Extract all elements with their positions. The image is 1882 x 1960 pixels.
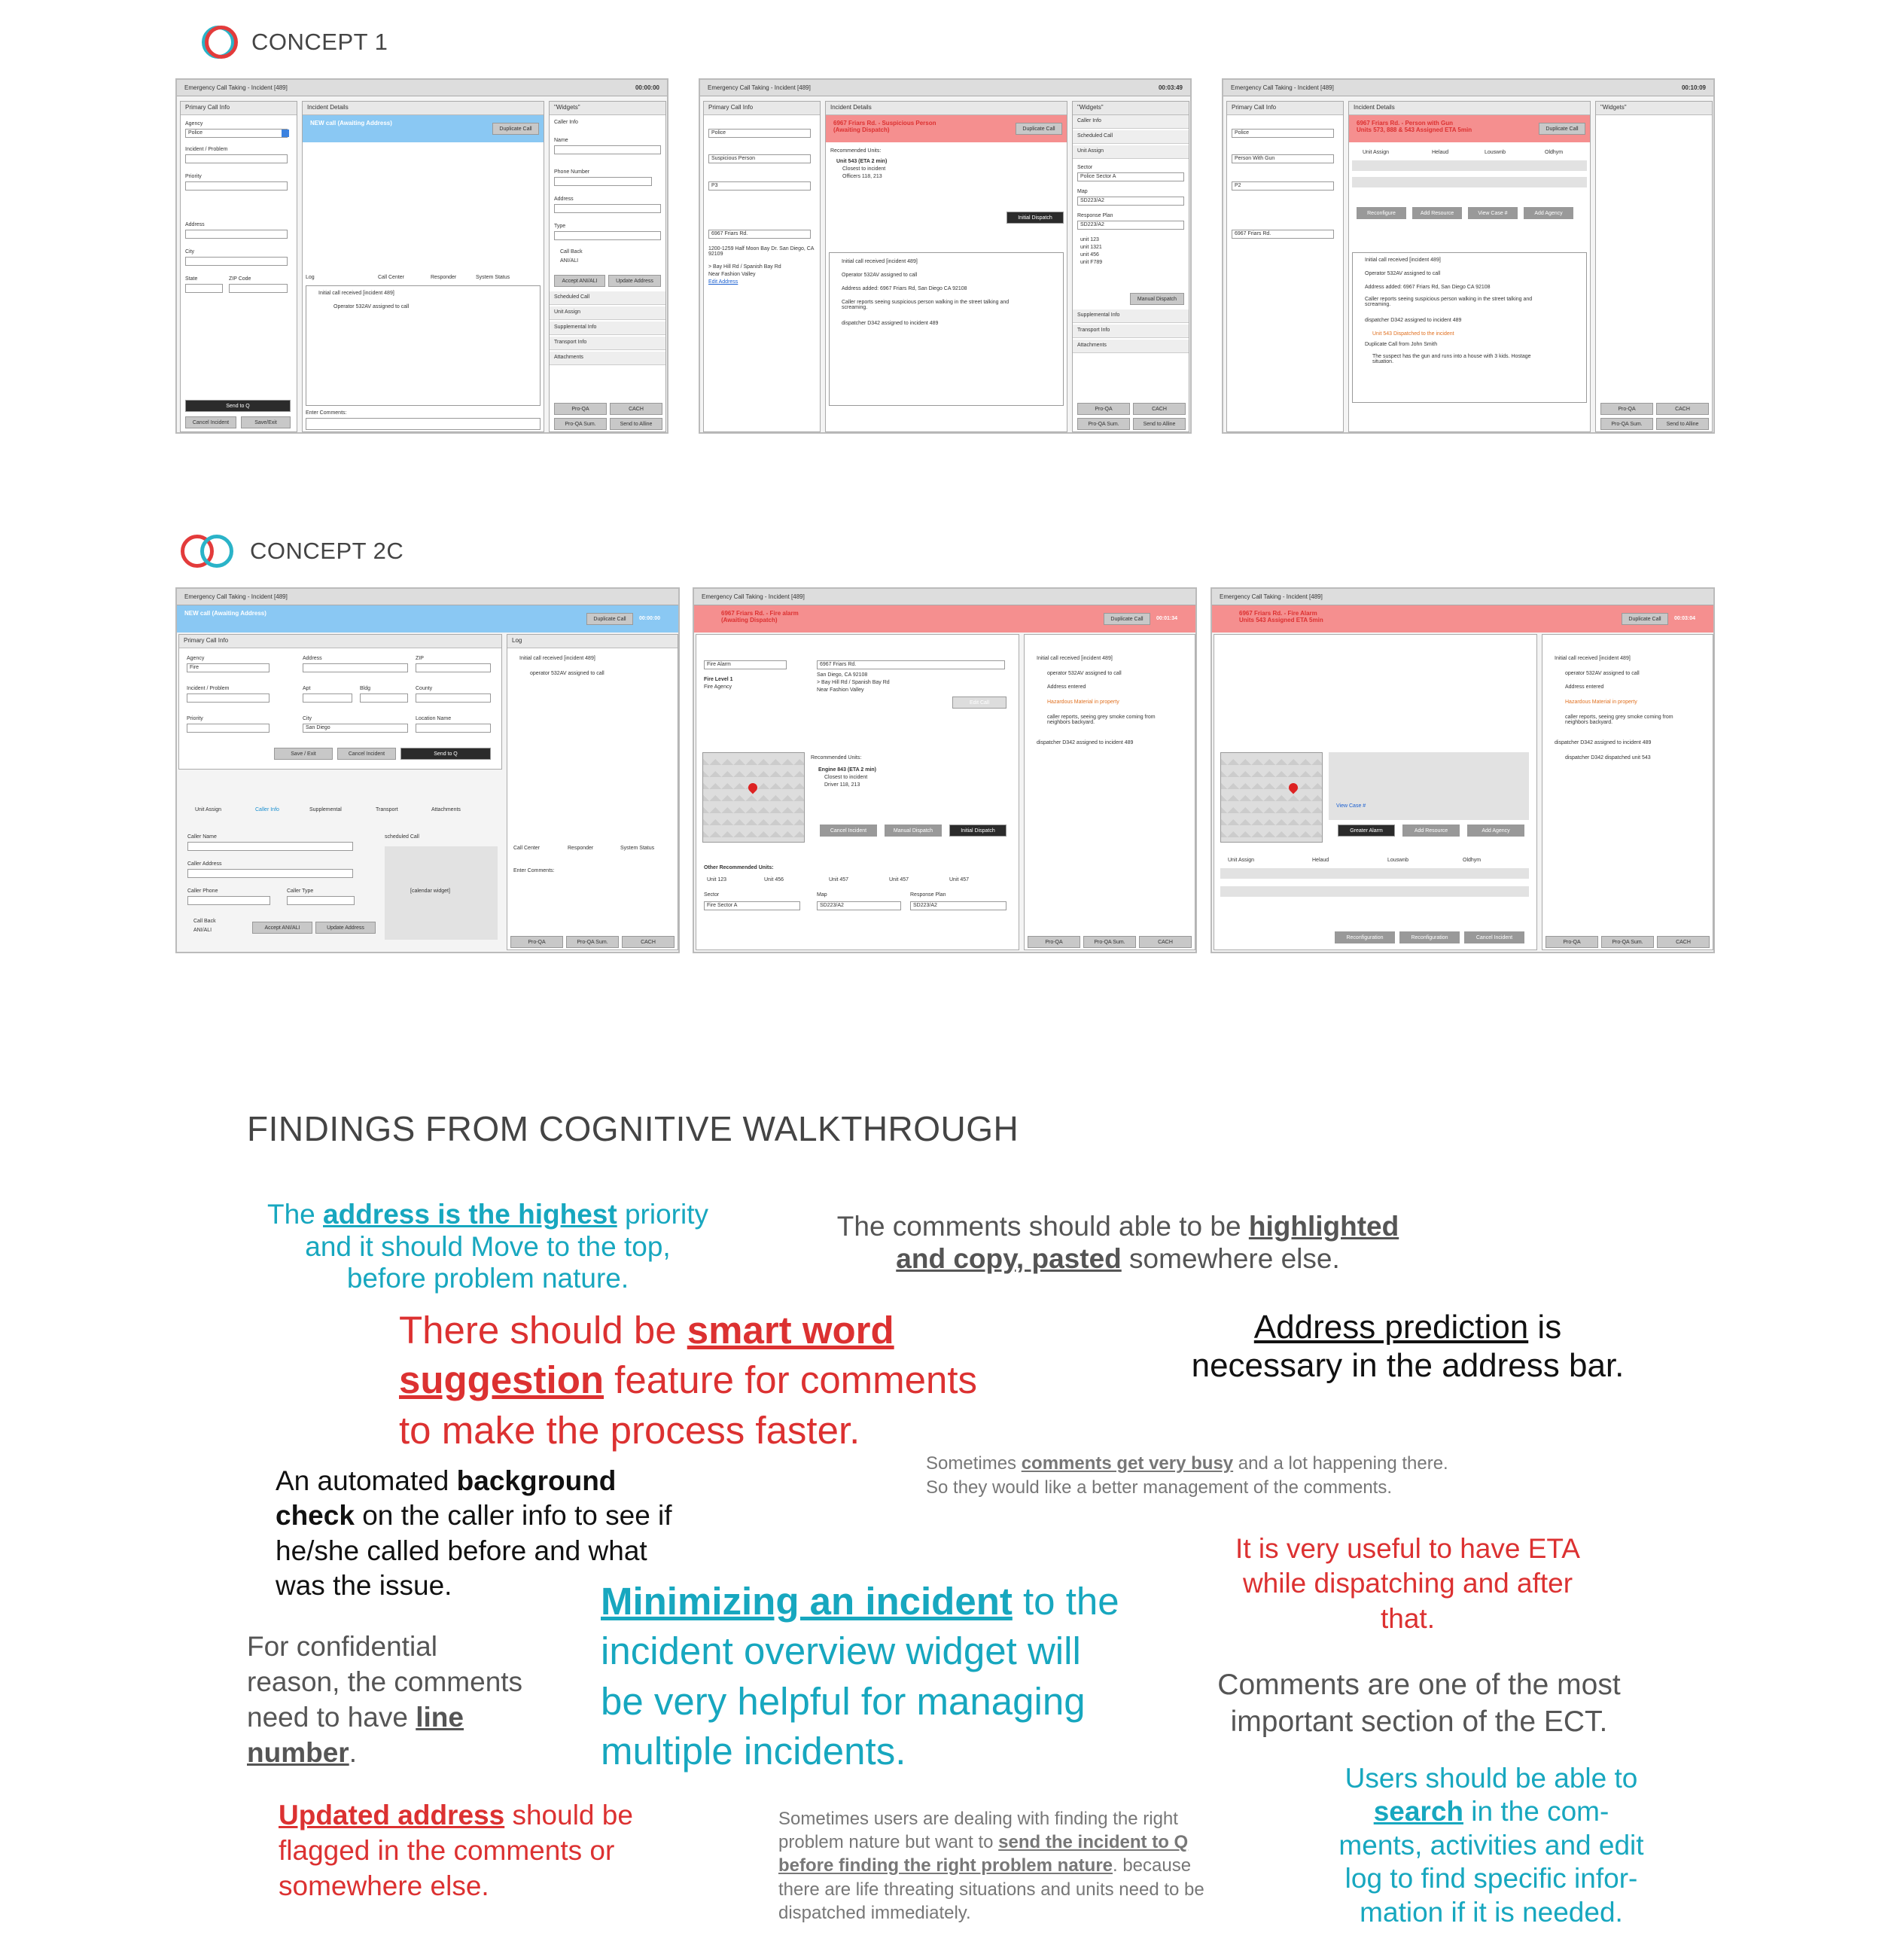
type-input[interactable]: [554, 231, 661, 240]
incident-banner: 6967 Friars Rd. - Fire alarm (Awaiting Dispatch): [694, 605, 1197, 633]
log-line: Initial call received [incident 489]: [318, 291, 394, 296]
duplicate-call-button[interactable]: Duplicate Call: [1016, 123, 1062, 135]
pane-header: Incident Details: [303, 102, 544, 115]
pane-header: Primary Call Info: [179, 635, 501, 648]
agency-select[interactable]: Police: [708, 129, 811, 138]
pane-header: Incident Details: [826, 102, 1067, 115]
finding-comments-important: Comments are one of the most important section of the ECT.: [1217, 1669, 1621, 1738]
calendar-widget[interactable]: [calendar widget]: [385, 846, 498, 940]
accept-ani-ali-button[interactable]: Accept ANI/ALI: [554, 275, 605, 287]
name-label: Name: [554, 138, 568, 143]
city-input[interactable]: San Diego: [303, 724, 408, 733]
filter-call-center[interactable]: Call Center: [378, 275, 405, 280]
address-detail: 1200-1259 Half Moon Bay Dr. San Diego, CA 92109: [708, 246, 815, 257]
address-label: Address: [185, 222, 205, 227]
concept2c-screen-fire-alarm: [693, 587, 1197, 953]
send-to-q-button[interactable]: Send to Q: [185, 400, 291, 412]
address-input[interactable]: [554, 204, 661, 213]
phone-label: Phone Number: [554, 169, 590, 175]
incident-pane: View Case # Greater Alarm Add Resource Add Agency Unit Assign Helaud Louswnb Oldhym Reconfiguration Reconfiguration Cancel Incident: [1214, 634, 1537, 950]
finding-send-to-q: Sometimes users are dealing with finding the right problem nature but want to send the incident to Q before finding the right problem nature. because there are life threating situations and units need to be dispatched immediately.: [778, 1809, 1204, 1923]
type-label: Type: [554, 224, 566, 229]
city-label: City: [185, 249, 195, 255]
update-address-button[interactable]: Update Address: [608, 275, 661, 287]
pro-qa-sum-button[interactable]: Pro-QA Sum.: [1077, 418, 1130, 430]
edit-address-link[interactable]: Edit Address: [708, 279, 738, 285]
call-timer: 00:00:00: [639, 616, 661, 621]
concept1-screen-dispatch: [699, 78, 1192, 434]
finding-copy-paste: The comments should able to be highlighted and copy, pasted somewhere else.: [836, 1211, 1399, 1274]
incident-banner: NEW call (Awaiting Address): [303, 115, 544, 142]
phone-input[interactable]: [554, 177, 652, 186]
widget-transport-info[interactable]: Transport Info: [550, 337, 665, 350]
save-exit-button[interactable]: Save/Exit: [241, 416, 291, 428]
problem-select[interactable]: Person With Gun: [1232, 154, 1334, 163]
cross-streets: > Bay Hill Rd / Spanish Bay Rd: [708, 264, 781, 270]
duplicate-call-button[interactable]: Duplicate Call: [1539, 123, 1585, 135]
log-pane: Initial call received [incident 489] operator 532AV assigned to call Address entered Hazardous Material in property caller reports, seeing grey smoke coming from neighbors backyard. dispatcher D342 assigned to incident 489 dispatcher D342 dispatched unit 543 Pro-QA Pro-QA Sum. CACH: [1542, 634, 1713, 950]
call-timer: 00:03:49: [1158, 84, 1183, 91]
log-pane: Initial call received [incident 489] operator 532AV assigned to call Address entered Hazardous Material in property caller reports, seeing grey smoke coming from neighbors backyard. dispatcher D342 assigned to incident 489 Pro-QA Pro-QA Sum. CACH: [1024, 634, 1195, 950]
widgets-pane: [549, 101, 666, 432]
finding-minimize-incident: Minimizing an incident to the incident overview widget will be very helpful for managing multiple incidents.: [601, 1580, 1119, 1773]
priority-select[interactable]: P2: [1232, 181, 1334, 191]
finding-busy-comments: Sometimes comments get very busy and a lot happening there. So they would like a better management of the comments.: [926, 1453, 1448, 1498]
concept-1-label: CONCEPT 1: [251, 29, 388, 55]
map-pin-icon: [747, 782, 760, 794]
pro-qa-button[interactable]: Pro-QA: [1600, 403, 1653, 415]
widget-attachments[interactable]: Attachments: [550, 352, 665, 365]
window-title: Emergency Call Taking - Incident [489]: [184, 84, 288, 91]
window-title: Emergency Call Taking - Incident [489]: [1231, 84, 1334, 91]
concept-logo-icon: [202, 24, 241, 60]
pane-header: "Widgets": [1073, 102, 1189, 115]
problem-select[interactable]: [185, 154, 288, 163]
concept1-screen-new-call: [175, 78, 668, 434]
primary-call-info-pane: Primary Call Info Agency Fire Address ZIP Incident / Problem Apt Bldg County Priority City San Diego Location Name Save / Exit Cancel Incident Send to Q: [178, 634, 502, 770]
send-to-alline-button[interactable]: Send to Alline: [1656, 418, 1709, 430]
address-label: Address: [554, 197, 574, 202]
finding-address-priority: The address is the highest priority and it should Move to the top, before problem nature.: [266, 1199, 709, 1294]
cach-button[interactable]: CACH: [610, 403, 662, 415]
log-pane: Log Initial call received [incident 489] operator 532AV assigned to call Call Center Responder System Status Enter Comments: Pro-QA Pro-QA Sum. CACH: [507, 634, 678, 950]
pro-qa-sum-button[interactable]: Pro-QA Sum.: [554, 418, 607, 430]
finding-search: Users should be able to search in the com- ments, activities and edit log to find specific infor- mation if it is needed.: [1338, 1763, 1644, 1928]
zip-label: ZIP Code: [229, 276, 251, 282]
priority-label: Priority: [185, 174, 202, 179]
pane-header: Primary Call Info: [704, 102, 820, 115]
comments-label: Enter Comments:: [306, 410, 347, 416]
initial-dispatch-button[interactable]: Initial Dispatch: [1006, 212, 1064, 224]
incident-map[interactable]: [702, 752, 805, 843]
address-input[interactable]: 6967 Friars Rd.: [1232, 230, 1334, 239]
state-label: State: [185, 276, 198, 282]
finding-eta: It is very useful to have ETA while dispatching and after that.: [1235, 1533, 1580, 1634]
address-input[interactable]: [303, 663, 408, 672]
window-title: Emergency Call Taking - Incident [489]: [184, 593, 288, 600]
log-panel: Initial call received [incident 489] Operator 532AV assigned to call Address added: 6967 Friars Rd, San Diego CA 92108 Caller reports seeing suspicious person walking in the street talking and screaming. dispatcher D342 assigned to incident 489 Unit 543 Dispatched to the incident Duplicate Call from John Smith The suspect has the gun and runs into a house with 3 kids. Hostage situation.: [1352, 252, 1587, 403]
recommended-unit[interactable]: Unit 543 (ETA 2 min): [836, 159, 888, 164]
agency-select[interactable]: Fire: [187, 663, 270, 672]
incident-banner: NEW call (Awaiting Address): [177, 605, 680, 633]
comments-input[interactable]: [306, 418, 541, 430]
window-title: Emergency Call Taking - Incident [489]: [702, 593, 805, 600]
cach-button[interactable]: CACH: [1133, 403, 1186, 415]
call-back-checkbox[interactable]: Call Back: [560, 249, 583, 255]
concept-logo-icon: [181, 533, 239, 569]
priority-select[interactable]: P3: [708, 181, 811, 191]
priority-select[interactable]: [185, 181, 288, 191]
cach-button[interactable]: CACH: [1656, 403, 1709, 415]
ani-ali-checkbox[interactable]: ANI/ALI: [560, 258, 579, 264]
log-panel: Initial call received [incident 489] Operator 532AV assigned to call Address added: 6967 Friars Rd, San Diego CA 92108 Caller reports seeing suspicious person walking in the street talking and screaming. dispatcher D342 assigned to incident 489: [829, 252, 1064, 406]
primary-call-info-pane: [180, 101, 297, 432]
incident-map[interactable]: [1220, 752, 1323, 843]
window-title: Emergency Call Taking - Incident [489]: [708, 84, 811, 91]
widget-caller-info[interactable]: Caller Info: [1073, 115, 1189, 129]
map-select[interactable]: SD223/A2: [1077, 197, 1184, 206]
pane-header: Primary Call Info: [181, 102, 297, 115]
incident-details-pane: Incident Details 6967 Friars Rd. - Person with Gun Units 573, 888 & 543 Assigned ETA 5min Duplicate Call Unit Assign Helaud Louswnb Oldhym Reconfigure Add Resource View Case # Add Agency Initial call received [incident 489] Operator 532AV assigned to call Address added: 6967 Friars Rd, San Diego CA 92108 Caller reports seeing suspicious person walking in the street talking and screaming. dispatcher D342 assigned to incident 489 Unit 543 Dispatched to the incident Duplicate Call from John Smith The suspect has the gun and runs into a house with 3 kids. Hostage situation.: [1348, 101, 1591, 432]
incident-banner: 6967 Friars Rd. - Person with Gun Units 573, 888 & 543 Assigned ETA 5min: [1349, 115, 1590, 142]
finding-background-check: An automated background check on the caller info to see if he/she called before and what was the issue.: [276, 1465, 672, 1601]
call-timer: 00:10:09: [1681, 84, 1706, 91]
pane-header: "Widgets": [550, 102, 665, 115]
widget-scheduled-call[interactable]: Scheduled Call: [550, 291, 665, 305]
zip-input[interactable]: [229, 284, 288, 293]
address-input[interactable]: 6967 Friars Rd.: [708, 230, 811, 239]
zip-input[interactable]: [416, 663, 491, 672]
problem-select[interactable]: Suspicious Person: [708, 154, 811, 163]
concept-1-title: [202, 24, 388, 60]
response-plan-select[interactable]: SD223/A2: [1077, 221, 1184, 230]
sector-select[interactable]: Police Sector A: [1077, 172, 1184, 181]
widget-unit-assign[interactable]: Unit Assign: [550, 306, 665, 320]
incident-banner: 6967 Friars Rd. - Suspicious Person (Awaiting Dispatch): [826, 115, 1067, 142]
finding-line-number: For confidential reason, the comments need to have line number.: [247, 1631, 523, 1768]
widget-caller-info[interactable]: Caller Info: [554, 120, 578, 125]
agency-select[interactable]: Police: [1232, 129, 1334, 138]
pro-qa-button[interactable]: Pro-QA: [1077, 403, 1130, 415]
finding-smart-suggestion: There should be smart word suggestion feature for comments to make the process faster.: [399, 1309, 978, 1452]
problem-select[interactable]: [187, 693, 270, 703]
widget-supplemental-info[interactable]: Supplemental Info: [550, 322, 665, 335]
call-timer: 00:00:00: [635, 84, 659, 91]
manual-dispatch-button[interactable]: Manual Dispatch: [1130, 293, 1184, 305]
primary-call-info-pane: [1226, 101, 1344, 432]
call-timer: 00:03:04: [1674, 616, 1696, 621]
duplicate-call-button[interactable]: Duplicate Call: [1104, 613, 1150, 625]
widget-scheduled-call[interactable]: Scheduled Call: [1073, 130, 1189, 144]
primary-call-info-pane: [703, 101, 821, 432]
widgets-pane: [1595, 101, 1713, 432]
city-input[interactable]: [185, 257, 288, 266]
concept-2c-title: [181, 533, 404, 569]
priority-select[interactable]: [187, 724, 270, 733]
pane-header: Primary Call Info: [1227, 102, 1343, 115]
widgets-pane: "Widgets" Caller Info Scheduled Call Unit Assign Sector Police Sector A Map SD223/A2 Response Plan SD223/A2 unit 123 unit 1321 unit 456 unit F789 Manual Dispatch Supplemental Info Transport Info Attachments Pro-QA CACH Pro-QA Sum. Send to Alline: [1072, 101, 1189, 432]
call-timer: 00:01:34: [1156, 616, 1178, 621]
duplicate-call-button[interactable]: Duplicate Call: [586, 613, 633, 625]
findings-heading: FINDINGS FROM COGNITIVE WALKTHROUGH: [247, 1109, 1019, 1148]
filter-responder[interactable]: Responder: [431, 275, 457, 280]
incident-banner: 6967 Friars Rd. - Fire Alarm Units 543 Assigned ETA 5min: [1212, 605, 1715, 633]
pro-qa-button[interactable]: Pro-QA: [554, 403, 607, 415]
send-to-alline-button[interactable]: Send to Alline: [610, 418, 662, 430]
name-input[interactable]: [554, 145, 661, 154]
agency-label: Agency: [185, 121, 203, 127]
log-panel: [306, 285, 541, 406]
agency-select[interactable]: Police: [185, 129, 288, 138]
concept1-screen-hostage: [1222, 78, 1715, 434]
log-label: Log: [306, 275, 315, 280]
unit-row: [1352, 177, 1587, 187]
concept-2c-label: CONCEPT 2C: [250, 538, 404, 564]
map-pin-icon: [1287, 782, 1300, 794]
near-landmark: Near Fashion Valley: [708, 272, 756, 277]
log-line: Operator 532AV assigned to call: [333, 304, 410, 309]
send-to-alline-button[interactable]: Send to Alline: [1133, 418, 1186, 430]
pro-qa-sum-button[interactable]: Pro-QA Sum.: [1600, 418, 1653, 430]
incident-details-pane: [302, 101, 544, 432]
problem-label: Incident / Problem: [185, 147, 228, 152]
finding-address-prediction: Address prediction is necessary in the address bar.: [1191, 1309, 1625, 1384]
duplicate-call-button[interactable]: Duplicate Call: [492, 123, 539, 135]
pane-header: "Widgets": [1596, 102, 1712, 115]
filter-system-status[interactable]: System Status: [476, 275, 510, 280]
recommended-units-label: Recommended Units:: [830, 148, 882, 154]
incident-details-pane: Incident Details 6967 Friars Rd. - Suspicious Person (Awaiting Dispatch) Duplicate Call Recommended Units: Unit 543 (ETA 2 min) Closest to incident Officers 118, 213 Initial Dispatch Initial call received [incident 489] Operator 532AV assigned to call Address added: 6967 Friars Rd, San Diego CA 92108 Caller reports seeing suspicious person walking in the street talking and screaming. dispatcher D342 assigned to incident 489: [825, 101, 1067, 432]
widget-unit-assign[interactable]: Unit Assign: [1073, 145, 1189, 159]
concept2c-screen-dispatched: [1211, 587, 1715, 953]
unit-row: [1352, 160, 1587, 171]
pane-header: Incident Details: [1349, 102, 1590, 115]
concept2c-screen-new-call: Emergency Call Taking - Incident [489] NEW call (Awaiting Address) Duplicate Call 00:00:00 Primary Call Info Agency Fire Address ZIP Incident / Problem Apt Bldg County Priority City San Diego Location Name Save / Exit Cancel Incident Send to Q Unit Assign Caller Info Supplemental Transport Attachments Caller Name Caller Address Caller Phone Caller Type Call Back ANI/ALI Accept ANI/ALI Update Address scheduled Call [calendar widget] Log Initial call received [incident 489] operator 532AV assigned to call Call Center Responder System Status Enter Comments: Pro-QA Pro-QA Sum. CACH: [175, 587, 680, 953]
duplicate-call-button[interactable]: Duplicate Call: [1622, 613, 1668, 625]
chevron-down-icon[interactable]: [282, 130, 289, 137]
window-title: Emergency Call Taking - Incident [489]: [1220, 593, 1323, 600]
cancel-incident-button[interactable]: Cancel Incident: [185, 416, 236, 428]
finding-updated-address: Updated address should be flagged in the comments or somewhere else.: [279, 1800, 633, 1901]
address-input[interactable]: [185, 230, 288, 239]
state-input[interactable]: [185, 284, 223, 293]
incident-pane: Fire Alarm 6967 Friars Rd. San Diego, CA 92108 > Bay Hill Rd / Spanish Bay Rd Near Fashion Valley Fire Level 1 Fire Agency Edit Call Recommended Units: Engine 843 (ETA 2 min) Closest to incident Driver 118, 213 Cancel Incident Manual Dispatch Initial Dispatch Other Recommended Units: Unit 123 Unit 456 Unit 457 Unit 457 Unit 457 Sector Map Response Plan Fire Sector A SD223/A2 SD223/A2: [696, 634, 1019, 950]
